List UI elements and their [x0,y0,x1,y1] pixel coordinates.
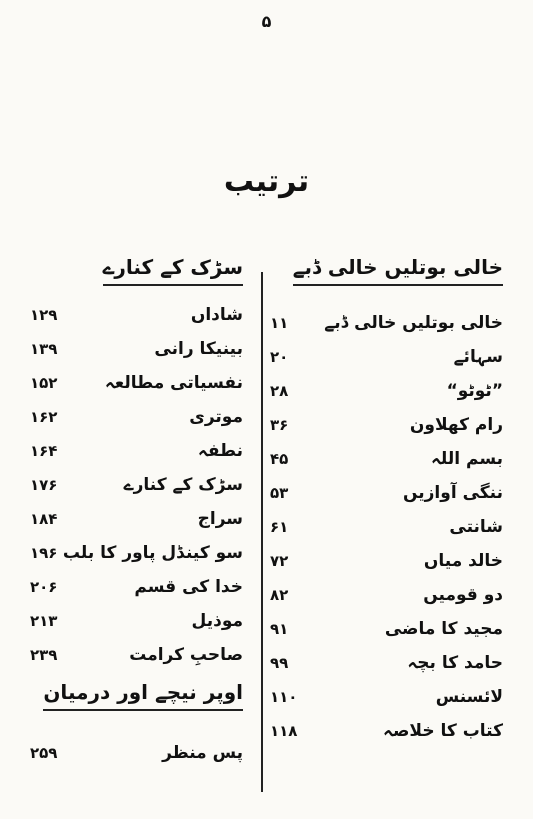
entry-page: ۲۱۳ [30,612,58,630]
entry-title: سہائے [453,347,503,367]
entry-title: بینیکا رانی [154,339,243,359]
entry-title: سو کینڈل پاور کا بلب [62,543,243,563]
toc-entry[interactable] [0,604,533,638]
entry-page: ۱۲۹ [30,306,58,324]
section-heading-left [103,255,243,279]
section-heading-right-text: خالی بوتلیں خالی ڈبے [292,255,503,279]
entry-title: رام کھلاون [409,415,503,435]
entry-title: سڑک کے کنارے [123,475,243,495]
entry-page: ۴۵ [270,450,289,468]
entry-title: ”ٹوٹو“ [446,381,503,401]
entry-page: ۹۱ [270,620,289,638]
entry-page: ۱۱۸ [270,722,298,740]
entry-page: ۱۶۴ [30,442,58,460]
entry-page: ۵۳ [270,484,289,502]
entry-page: ۹۹ [270,654,289,672]
entry-page: ۱۵۲ [30,374,58,392]
entry-title: بسم اللہ [430,449,503,469]
entry-page: ۱۷۶ [30,476,58,494]
entry-title: حامد کا بچہ [407,653,503,673]
entry-title: نفسیاتی مطالعہ [104,373,243,393]
section-heading-sub [43,680,243,704]
toc-entry[interactable] [0,570,533,604]
entry-page: ۱۳۹ [30,340,58,358]
entry-title: لائسنس [435,687,503,707]
toc-entry[interactable] [0,366,533,400]
entry-title: موذیل [191,611,243,631]
toc-entry[interactable] [0,332,533,366]
section-heading-left-text: سڑک کے کنارے [102,255,243,279]
section-heading-right [293,255,503,279]
entry-title: خدا کی قسم [134,577,243,597]
entry-title: کتاب کا خلاصہ [383,721,503,741]
entry-page: ۲۳۹ [30,646,58,664]
entry-title: دو قومیں [423,585,503,605]
toc-entry[interactable] [0,736,533,770]
entry-page: ۶۱ [270,518,289,536]
entry-page: ۸۲ [270,586,289,604]
toc-entry[interactable] [0,434,533,468]
entry-page: ۱۱۰ [270,688,298,706]
entry-page: ۱۶۲ [30,408,58,426]
entry-title: موتری [189,407,243,427]
entry-title: مجید کا ماضی [384,619,503,639]
entry-title: شانتی [449,517,503,537]
section-heading-sub-text: اوپر نیچے اور درمیان [43,680,243,704]
heading-underline [293,284,503,286]
toc-title: ترتیب [223,164,310,199]
entry-page: ۲۸ [270,382,289,400]
entry-page: ۷۲ [270,552,289,570]
entry-page: ۲۵۹ [30,744,58,762]
entry-title: نطفہ [197,441,243,461]
entry-title: خالد میاں [423,551,503,571]
toc-entry[interactable] [0,298,533,332]
entry-title: شاداں [190,305,243,325]
toc-entry[interactable] [0,536,533,570]
toc-entry[interactable] [0,468,533,502]
entry-title: خالی بوتلیں خالی ڈبے [324,313,503,333]
entry-page: ۱۸۴ [30,510,58,528]
heading-underline [43,709,243,711]
toc-entry[interactable] [0,502,533,536]
toc-entry[interactable] [0,400,533,434]
entry-page: ۱۱ [270,314,289,332]
page-number: ۵ [261,12,272,31]
toc-entry[interactable] [0,638,533,672]
entry-page: ۳۶ [270,416,289,434]
entry-title: سراج [197,509,243,529]
entry-title: صاحبِ کرامت [129,645,243,665]
entry-page: ۲۰ [270,348,289,366]
entry-page: ۲۰۶ [30,578,58,596]
entry-page: ۱۹۶ [30,544,58,562]
heading-underline [103,284,243,286]
entry-title: ننگی آوازیں [402,483,503,503]
entry-title: پس منظر [162,743,243,763]
